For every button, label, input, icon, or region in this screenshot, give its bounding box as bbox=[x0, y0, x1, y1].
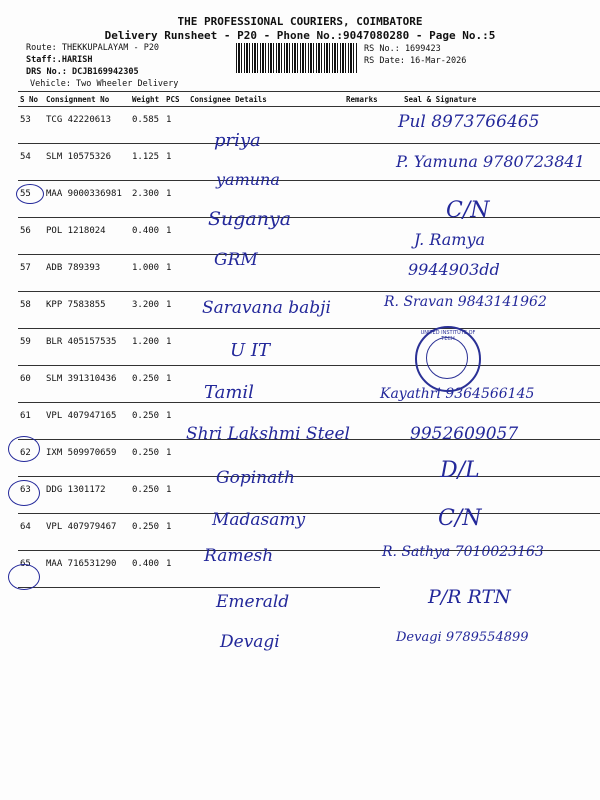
row-64-circle bbox=[8, 564, 40, 590]
row-remarks bbox=[344, 218, 380, 255]
handwritten-signature: P. Yamuna 9780723841 bbox=[396, 152, 585, 171]
row-remarks bbox=[344, 144, 380, 181]
table-row bbox=[18, 440, 600, 477]
seal-inner-ring bbox=[426, 337, 468, 379]
row-pcs: 1 bbox=[164, 181, 188, 218]
handwritten-name: yamuna bbox=[216, 170, 280, 189]
row-consignment: DDG 1301172 bbox=[44, 477, 130, 514]
row-sno: 61 bbox=[18, 403, 44, 440]
row-consignment: VPL 407979467 bbox=[44, 514, 130, 551]
row-signature bbox=[380, 329, 600, 366]
rubber-stamp-seal bbox=[415, 326, 481, 392]
row-consignment: KPP 7583855 bbox=[44, 292, 130, 329]
row-sno: 53 bbox=[18, 107, 44, 144]
row-pcs: 1 bbox=[164, 107, 188, 144]
handwritten-name: GRM bbox=[214, 250, 258, 270]
row-pcs: 1 bbox=[164, 144, 188, 181]
row-weight: 0.250 bbox=[130, 440, 164, 477]
row-pcs: 1 bbox=[164, 403, 188, 440]
row-remarks bbox=[344, 329, 380, 366]
handwritten-signature: C/N bbox=[438, 506, 482, 531]
row-consignment: TCG 42220613 bbox=[44, 107, 130, 144]
row-sno: 57 bbox=[18, 255, 44, 292]
handwritten-signature: R. Sathya 7010023163 bbox=[382, 544, 544, 560]
handwritten-signature: 9944903dd bbox=[408, 260, 500, 279]
row-weight: 0.585 bbox=[130, 107, 164, 144]
handwritten-name: Madasamy bbox=[212, 510, 306, 530]
vehicle-label: Vehicle: Two Wheeler Delivery bbox=[30, 79, 179, 89]
row-sno: 54 bbox=[18, 144, 44, 181]
handwritten-signature: Pul 8973766465 bbox=[398, 112, 540, 132]
row-consignment: IXM 509970659 bbox=[44, 440, 130, 477]
handwritten-name: Suganya bbox=[208, 208, 292, 230]
row-sno: 63 bbox=[18, 477, 44, 514]
row-remarks bbox=[344, 366, 380, 403]
row-pcs: 1 bbox=[164, 477, 188, 514]
row-pcs: 1 bbox=[164, 255, 188, 292]
handwritten-signature: 9952609057 bbox=[410, 424, 519, 444]
row-sno: 59 bbox=[18, 329, 44, 366]
row-weight: 3.200 bbox=[130, 292, 164, 329]
row-remarks bbox=[344, 477, 380, 514]
row-pcs: 1 bbox=[164, 440, 188, 477]
handwritten-signature: Devagi 9789554899 bbox=[396, 630, 529, 645]
row-consignment: MAA 716531290 bbox=[44, 551, 130, 588]
row-weight: 0.250 bbox=[130, 514, 164, 551]
row-signature bbox=[380, 218, 600, 255]
col-weight: Weight bbox=[130, 92, 164, 107]
col-consignee: Consignee Details bbox=[188, 92, 344, 107]
row-pcs: 1 bbox=[164, 366, 188, 403]
seal-lettering: UNITED INSTITUTE OF TECH bbox=[420, 330, 476, 342]
row-pcs: 1 bbox=[164, 514, 188, 551]
table-header-row bbox=[18, 92, 600, 107]
handwritten-signature: P/R RTN bbox=[428, 586, 511, 608]
handwritten-signature: J. Ramya bbox=[414, 230, 486, 249]
row-pcs: 1 bbox=[164, 551, 188, 588]
handwritten-name: Gopinath bbox=[216, 468, 295, 488]
handwritten-signature: D/L bbox=[440, 458, 480, 483]
row-sno: 64 bbox=[18, 514, 44, 551]
rs-number: RS No.: 1699423 bbox=[364, 44, 441, 54]
col-consignment: Consignment No bbox=[44, 92, 130, 107]
handwritten-name: priya bbox=[214, 130, 261, 151]
row-consignment: ADB 789393 bbox=[44, 255, 130, 292]
row-remarks bbox=[344, 181, 380, 218]
row-remarks bbox=[344, 551, 380, 588]
row-pcs: 1 bbox=[164, 218, 188, 255]
handwritten-signature: C/N bbox=[446, 198, 490, 223]
row-weight: 0.250 bbox=[130, 477, 164, 514]
row-sno: 65 bbox=[18, 551, 44, 588]
handwritten-name: Tamil bbox=[204, 382, 254, 403]
row-sno: 60 bbox=[18, 366, 44, 403]
row-signature bbox=[380, 477, 600, 514]
row-weight: 0.250 bbox=[130, 366, 164, 403]
runsheet-subtitle: Delivery Runsheet - P20 - Phone No.:9047080280 - Page No.:5 bbox=[104, 29, 496, 42]
row-sno: 56 bbox=[18, 218, 44, 255]
row-61-circle bbox=[8, 436, 40, 462]
row-consignment: SLM 10575326 bbox=[44, 144, 130, 181]
col-sno: S No bbox=[18, 92, 44, 107]
row-consignment: SLM 391310436 bbox=[44, 366, 130, 403]
row-weight: 0.400 bbox=[130, 551, 164, 588]
row-55-circle bbox=[16, 184, 44, 204]
barcode bbox=[236, 43, 358, 73]
handwritten-name: Ramesh bbox=[204, 546, 274, 566]
row-62-circle bbox=[8, 480, 40, 506]
table-row bbox=[18, 329, 600, 366]
col-remarks: Remarks bbox=[344, 92, 380, 107]
col-pcs: PCS bbox=[164, 92, 188, 107]
rs-date: RS Date: 16-Mar-2026 bbox=[364, 56, 467, 66]
row-consignment: BLR 405157535 bbox=[44, 329, 130, 366]
row-pcs: 1 bbox=[164, 292, 188, 329]
handwritten-name: Devagi bbox=[220, 632, 280, 652]
row-pcs: 1 bbox=[164, 329, 188, 366]
drs-number: DRS No.: DCJB169942305 bbox=[26, 67, 139, 77]
row-remarks bbox=[344, 255, 380, 292]
row-remarks bbox=[344, 440, 380, 477]
col-signature: Seal & Signature bbox=[380, 92, 600, 107]
row-signature bbox=[380, 440, 600, 477]
company-title: THE PROFESSIONAL COURIERS, COIMBATORE bbox=[177, 15, 423, 28]
table-row bbox=[18, 218, 600, 255]
handwritten-name: Emerald bbox=[216, 592, 290, 612]
route-label: Route: THEKKUPALAYAM - P20 bbox=[26, 43, 160, 53]
handwritten-name: Shri Lakshmi Steel bbox=[186, 424, 350, 444]
table-row bbox=[18, 477, 600, 514]
row-weight: 1.125 bbox=[130, 144, 164, 181]
handwritten-signature: R. Sravan 9843141962 bbox=[384, 294, 547, 310]
row-weight: 1.000 bbox=[130, 255, 164, 292]
handwritten-signature: Kayathri 9364566145 bbox=[380, 386, 535, 402]
row-weight: 0.400 bbox=[130, 218, 164, 255]
row-consignee bbox=[188, 107, 344, 144]
row-sno: 62 bbox=[18, 440, 44, 477]
table-row bbox=[18, 255, 600, 292]
row-consignment: MAA 9000336981 bbox=[44, 181, 130, 218]
row-weight: 2.300 bbox=[130, 181, 164, 218]
row-weight: 1.200 bbox=[130, 329, 164, 366]
handwritten-name: U IT bbox=[230, 340, 271, 361]
row-sno: 55 bbox=[18, 181, 44, 218]
row-remarks bbox=[344, 514, 380, 551]
row-consignment: VPL 407947165 bbox=[44, 403, 130, 440]
row-sno: 58 bbox=[18, 292, 44, 329]
row-remarks bbox=[344, 292, 380, 329]
handwritten-name: Saravana babji bbox=[202, 298, 331, 318]
row-consignee bbox=[188, 255, 344, 292]
row-consignment: POL 1218024 bbox=[44, 218, 130, 255]
row-weight: 0.250 bbox=[130, 403, 164, 440]
row-signature bbox=[380, 181, 600, 218]
staff-label: Staff:.HARISH bbox=[26, 55, 93, 65]
table-row bbox=[18, 181, 600, 218]
row-remarks bbox=[344, 107, 380, 144]
